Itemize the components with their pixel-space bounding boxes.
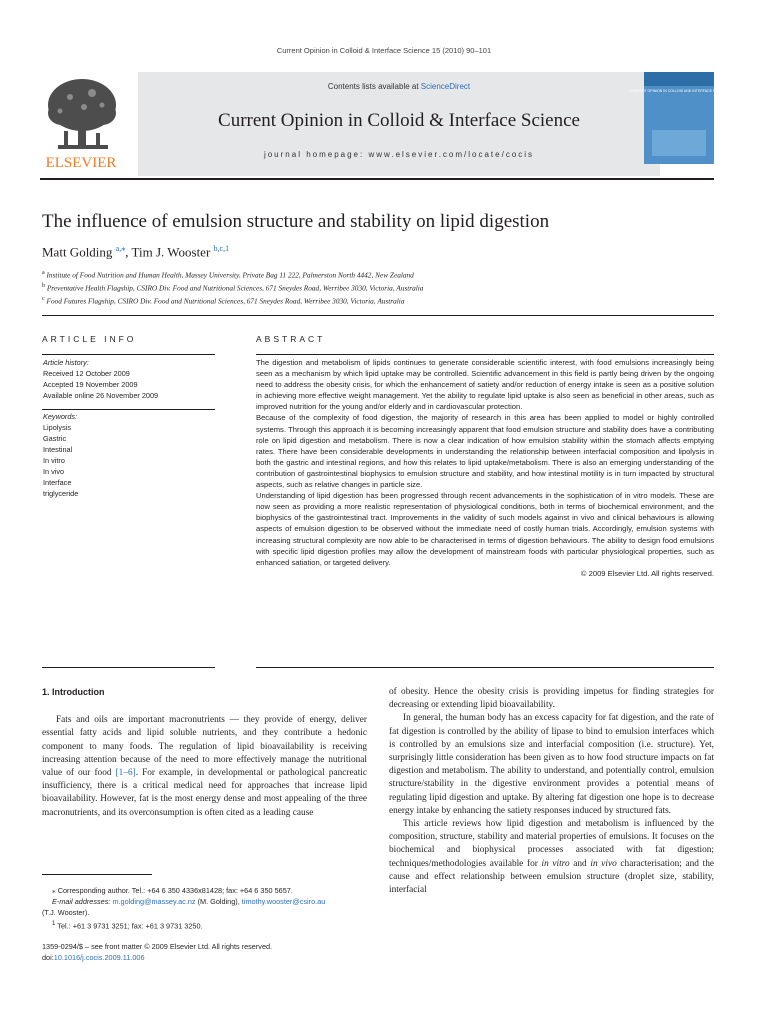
journal-title: Current Opinion in Colloid & Interface Science (218, 110, 580, 131)
history-item: Available online 26 November 2009 (43, 391, 159, 400)
email-note (42, 896, 372, 907)
section-heading: 1. Introduction (42, 687, 105, 697)
keywords-label: Keywords: (43, 412, 78, 421)
author-affiliation-marks[interactable]: b,c,1 (213, 244, 230, 253)
article-info-heading: ARTICLE INFO (42, 334, 137, 344)
copyright-notice: © 2009 Elsevier Ltd. All rights reserved. (580, 568, 714, 578)
body-paragraph: of obesity. Hence the obesity crisis is providing impetus for finding strategies for decreasing or extending lipid bioavailability. (389, 687, 714, 711)
history-label: Article history: (43, 358, 89, 367)
keyword: Gastric (43, 434, 67, 443)
footnote-mark: ⁎ (52, 886, 56, 895)
article-title: The influence of emulsion structure and stability on lipid digestion (42, 211, 550, 232)
keywords-rule (42, 409, 215, 410)
abstract-heading: ABSTRACT (256, 334, 326, 344)
body-text: characterisation; and the cause and effect relationship between emulsion structure (droplet size, stability, interfacial (389, 858, 714, 896)
affiliation-line (42, 281, 722, 294)
homepage-url[interactable]: www.elsevier.com/locate/cocis (368, 150, 535, 159)
author-separator: , (125, 244, 132, 260)
keyword: Lipolysis (43, 423, 71, 432)
affiliation-mark: c (42, 295, 45, 302)
email-owner: (M. Golding), (195, 897, 242, 906)
body-text: This article reviews how lipid digestion and metabolism is influenced by the composition, structure, stability and material properties of emulsions. It focuses on the biochemical and biophysical processes associated with fat digestion; techniques/methodologies available for (389, 819, 714, 869)
abstract-paragraph: Because of the complexity of food digestion, the majority of research in this area has been applied to model or highly controlled systems. Through this approach it is becoming increasingly apparent that food emulsion structure and stability does have a contributing role on lipid digestion and metabolism. There is now a clear indication of how emulsion stability within the stomach affects emptying rates. There have been considerable developments in understanding the relationship between interfacial composition and lipolysis in both the gastric and intestinal regions, and how this relates to lipid uptake/metabolism. There is also an emerging understanding of the contribution of gastrointestinal biophysics to emulsion structure and stability, and how intestinal motility is in turn impacted by structural aspects, such as relative changes in particle size. (256, 413, 714, 490)
footnote-text: Tel.: +61 3 9731 3251; fax: +61 3 9731 3250. (57, 921, 203, 931)
contents-prefix: Contents lists available at (327, 82, 421, 91)
homepage-prefix: journal homepage: (263, 150, 369, 159)
doi-link[interactable]: 10.1016/j.cocis.2009.11.006 (53, 953, 145, 962)
abstract-paragraph: The digestion and metabolism of lipids continues to generate considerable scientific interest, with food emulsions increasingly being seen as a mechanism by which lipid uptake may be controlled. Scientific advancement in this field is partly being driven by the ongoing need to address the obesity crisis, for which the enhancement of satiety and/or reduction of energy intake is seen as a positive solution in achieving more effective weight management. Yet the ability to regulate lipid uptake is also seen as beneficial in other areas, such as improved nutrition for the young and/or elderly and in cardiovascular protection. (256, 358, 714, 412)
body-paragraph (42, 714, 367, 820)
body-text: and (569, 858, 591, 869)
journal-homepage (138, 150, 660, 159)
citation-link[interactable]: [1–6] (115, 768, 136, 779)
keyword: triglyceride (43, 489, 79, 498)
abstract-rule (256, 354, 714, 355)
header-divider (42, 315, 714, 316)
email-link[interactable]: timothy.wooster@csiro.au (241, 897, 326, 906)
affiliation-mark: b (42, 282, 45, 289)
running-header: Current Opinion in Colloid & Interface Science 15 (2010) 90–101 (276, 46, 492, 55)
cover-title: CURRENT OPINION IN COLLOID AND INTERFACE SCIENCE (629, 89, 729, 93)
abstract-body (256, 357, 714, 579)
affiliations (42, 268, 722, 307)
keyword: In vivo (43, 467, 65, 476)
footnote-text: Corresponding author. Tel.: +64 6 350 4336x81428; fax: +64 6 350 5657. (57, 886, 293, 895)
body-text: Fats and oils are important macronutrients — they provide of energy, deliver essential fatty acids and lipid soluble nutrients, and they contribute a hedonic component to many foods. The regulation of lipid bioavailability is receiving increasing attention because of the need to more effectively manage the nutritional value of our food (42, 715, 367, 779)
author-list (42, 244, 229, 260)
affiliation-line (42, 294, 722, 307)
author-affiliation-marks[interactable]: a,⁎ (115, 244, 126, 253)
affiliation-text: Preventative Health Flagship, CSIRO Div. Food and Nutritional Sciences, 671 Sneydes Road, Werribee 3030, Victoria, Australia (46, 283, 424, 293)
keyword: Intestinal (43, 445, 73, 454)
keyword: In vitro (43, 456, 65, 465)
body-text-italic: in vitro (541, 858, 570, 869)
footnote-rule (42, 874, 152, 875)
affiliation-line (42, 268, 722, 281)
email-owner: (T.J. Wooster). (42, 908, 90, 917)
issn-line: 1359-0294/$ – see front matter © 2009 Elsevier Ltd. All rights reserved. (42, 942, 273, 951)
article-info-bottom-rule (42, 667, 215, 668)
footnotes (42, 885, 372, 931)
masthead-divider (40, 178, 714, 180)
contents-line (138, 82, 660, 91)
corresponding-author-note (42, 885, 372, 896)
author-name: Matt Golding (42, 244, 113, 260)
body-paragraph: In general, the human body has an excess capacity for fat digestion, and the rate of fat digestion is controlled by the ability of lipase to bind to emulsion interfaces which is controlled by an emulsions size and interfacial composition (i.e. structure). Yet, surprisingly little consideration has been given as to how food structure impacts on fat digestion and metabolism. The ability to understand, and potentially control, emulsion structure/stability in the digestive environment provides a potential means of regulating lipid digestion and uptake. By altering fat digestion one hope is to decrease energy intake by enhancing the satiety responses induced by structured fats. (389, 713, 714, 816)
author-name: Tim J. Wooster (131, 244, 211, 260)
history-item: Accepted 19 November 2009 (43, 380, 138, 389)
journal-banner (138, 72, 660, 176)
article-info-rule (42, 354, 215, 355)
body-column-right (389, 686, 714, 897)
body-paragraph (389, 818, 714, 897)
author-footnote (42, 918, 372, 931)
body-text: . For example, in developmental or pathological pancreatic insufficiency, there is a critical medical need for approaches that increase lipid bioavailability. However, fat is the most energy dense and most appealing of the three macronutrients, and its overconsumption is often cited as a leading cause (42, 768, 367, 818)
history-item: Received 12 October 2009 (43, 369, 130, 378)
email-link[interactable]: m.golding@massey.ac.nz (112, 897, 196, 906)
sciencedirect-link[interactable]: ScienceDirect (420, 82, 471, 91)
journal-masthead (40, 72, 729, 176)
doi-label: doi: (42, 953, 54, 962)
doi-line (42, 952, 372, 963)
keyword: Interface (43, 478, 72, 487)
abstract-paragraph: Understanding of lipid digestion has been progressed through recent advancements in the sophistication of in vitro models. These are now seen as providing a more realistic representation of physiological conditions, both in terms of biochemical environment, and the biophysics of the gastrointestinal tract. Improvements in the validity of such models against in vivo and clinical behaviours is allowing aspects of emulsion digestion to be observed without the immediate need of costly human trials. Accordingly, emulsion systems with increasing structural complexity are now able to be characterised in terms of digestion behaviours. The ability to design food emulsions with specific lipid digestion profiles may allow the development of mainstream foods with particular physiological properties, such as enhanced satiation, or targeted delivery. (256, 491, 714, 567)
email-label: E-mail addresses: (52, 897, 111, 906)
article-history (43, 357, 213, 401)
affiliation-mark: a (42, 270, 45, 276)
abstract-bottom-rule (256, 667, 714, 668)
journal-cover-thumbnail (629, 72, 729, 164)
elsevier-logo (40, 75, 122, 173)
body-text-italic: in vivo (590, 858, 617, 869)
affiliation-text: Institute of Food Nutrition and Human Health, Massey University, Private Bag 11 222, Palmerston North 4442, New Zealand (46, 270, 414, 280)
body-column-left (42, 686, 367, 820)
publisher-wordmark: ELSEVIER (45, 155, 117, 171)
keywords (43, 411, 213, 499)
page-footer (42, 941, 372, 963)
affiliation-text: Food Futures Flagship, CSIRO Div. Food and Nutritional Sciences, 671 Sneydes Road, Werribee 3030, Victoria, Australia (46, 296, 405, 306)
footnote-mark: 1 (52, 920, 56, 927)
